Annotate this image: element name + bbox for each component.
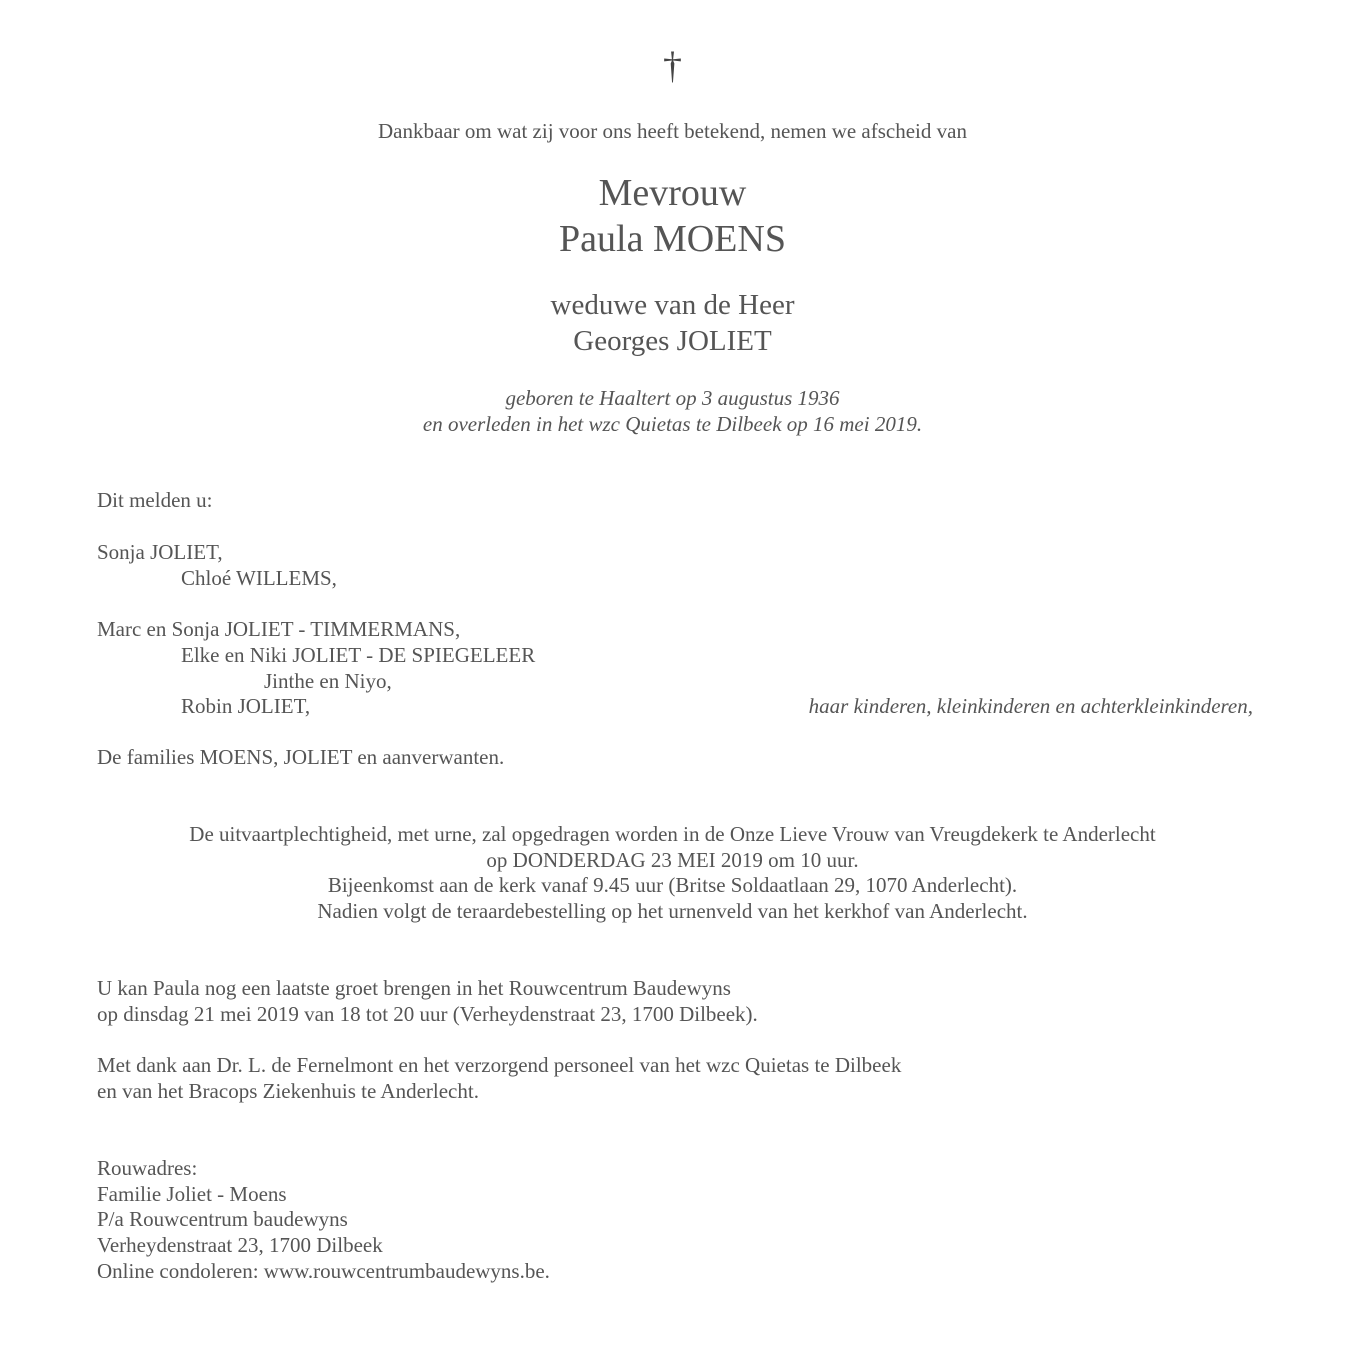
birth-line: geboren te Haaltert op 3 augustus 1936 <box>505 386 840 410</box>
visitation-line: U kan Paula nog een laatste groet brengen in het Rouwcentrum Baudewyns <box>97 976 731 1000</box>
intro-text: Dankbaar om wat zij voor ons heeft betekend, nemen we afscheid van <box>378 119 967 143</box>
family-line: Jinthe en Niyo, <box>264 669 392 693</box>
ceremony-line: op DONDERDAG 23 MEI 2019 om 10 uur. <box>486 848 859 872</box>
spouse-line-1: weduwe van de Heer <box>550 289 795 321</box>
address-heading: Rouwadres: <box>97 1156 198 1180</box>
thanks-line: en van het Bracops Ziekenhuis te Anderlecht. <box>97 1079 479 1103</box>
family-line: Robin JOLIET, <box>181 694 311 718</box>
families-line: De families MOENS, JOLIET en aanverwanten. <box>97 745 505 769</box>
address-line: Verheydenstraat 23, 1700 Dilbeek <box>97 1233 383 1257</box>
spouse-line-2: Georges JOLIET <box>573 325 772 357</box>
ceremony-line: De uitvaartplechtigheid, met urne, zal opgedragen worden in de Onze Lieve Vrouw van Vreugdekerk te Anderlecht <box>189 822 1156 846</box>
thanks-line: Met dank aan Dr. L. de Fernelmont en het verzorgend personeel van het wzc Quietas te Dilbeek <box>97 1053 902 1077</box>
address-line: Familie Joliet - Moens <box>97 1182 287 1206</box>
deceased-name: Paula MOENS <box>559 218 786 260</box>
cross-icon: † <box>663 45 682 87</box>
ceremony-line: Nadien volgt de teraardebestelling op het urnenveld van het kerkhof van Anderlecht. <box>317 899 1028 923</box>
family-line: Sonja JOLIET, <box>97 540 223 564</box>
relation-text: haar kinderen, kleinkinderen en achterkleinkinderen, <box>808 694 1253 718</box>
deceased-title: Mevrouw <box>598 172 747 214</box>
condolence-link[interactable]: Online condoleren: www.rouwcentrumbaudewyns.be. <box>97 1259 550 1283</box>
visitation-line: op dinsdag 21 mei 2019 van 18 tot 20 uur (Verheydenstraat 23, 1700 Dilbeek). <box>97 1002 758 1026</box>
family-line: Marc en Sonja JOLIET - TIMMERMANS, <box>97 617 461 641</box>
ceremony-line: Bijeenkomst aan de kerk vanaf 9.45 uur (Britse Soldaatlaan 29, 1070 Anderlecht). <box>327 873 1018 897</box>
death-line: en overleden in het wzc Quietas te Dilbeek op 16 mei 2019. <box>422 412 923 436</box>
address-line: P/a Rouwcentrum baudewyns <box>97 1207 348 1231</box>
family-line: Elke en Niki JOLIET - DE SPIEGELEER <box>181 643 536 667</box>
announcement-intro: Dit melden u: <box>97 488 213 512</box>
family-line: Chloé WILLEMS, <box>181 566 337 590</box>
